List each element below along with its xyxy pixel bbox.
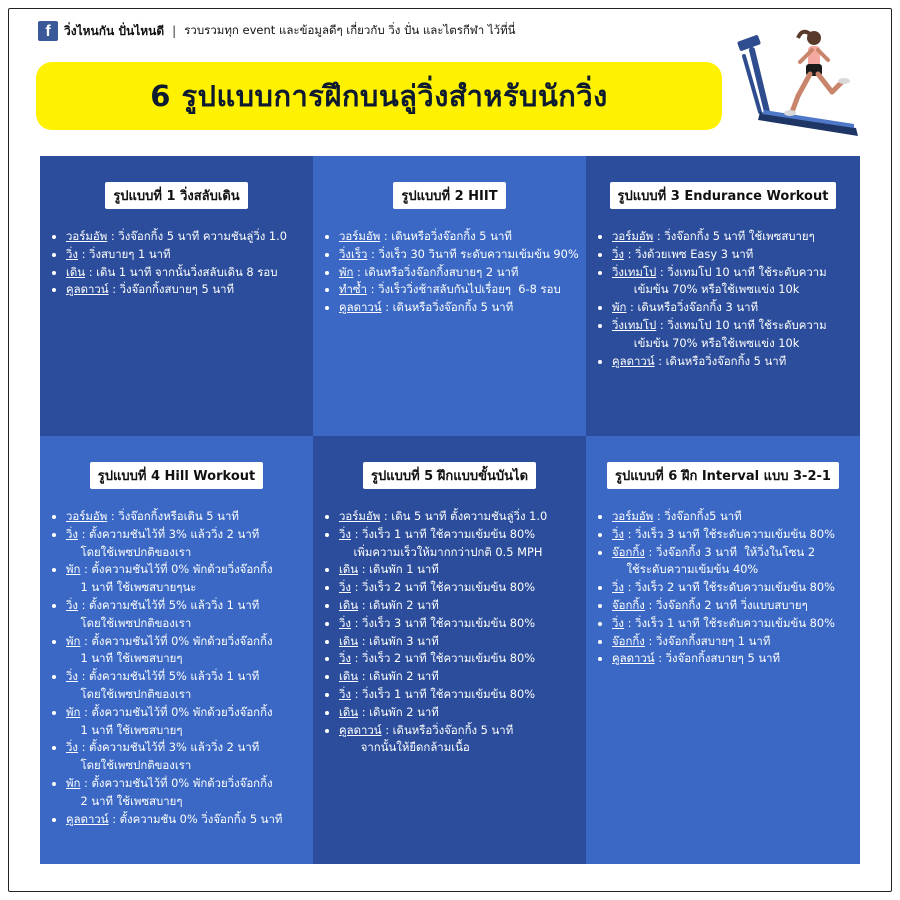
step-label: พัก bbox=[66, 633, 81, 648]
step-text: : เดินหรือวิ่งจ๊อกกิ้ง 3 นาที bbox=[626, 300, 759, 315]
step-text: : ตั้งความชันไว้ที่ 3% แล้ววิ่ง 2 นาที โดยใช้เพซปกติของเรา bbox=[80, 740, 260, 773]
step-text: : วิ่งจ๊อกกิ้งหรือเดิน 5 นาที bbox=[107, 509, 239, 523]
step-text: : วิ่งเร็ว 30 วินาที ระดับความเข้มข้น 90% bbox=[367, 246, 579, 261]
step-label: เดิน bbox=[339, 704, 359, 719]
workout-step bbox=[323, 299, 582, 317]
step-text: : วิ่งจ๊อกกิ้งสบายๆ 5 นาที bbox=[108, 282, 235, 297]
step-label: คูลดาวน์ bbox=[339, 300, 382, 315]
step-text: : วิ่งเร็ว 1 นาที ใช้ความเข้มข้น 80% เพิ่มความเร็วให้มากกว่าปกติ 0.5 MPH bbox=[353, 526, 543, 559]
step-label: คูลดาวน์ bbox=[339, 722, 382, 737]
step-text: : วิ่งจ๊อกกิ้ง 3 นาที ให้วิ่งในโซน 2 ใช้ระดับความเข้มข้น 40% bbox=[626, 544, 816, 577]
workout-step bbox=[596, 228, 856, 246]
step-text: : ตั้งความชันไว้ที่ 5% แล้ววิ่ง 1 นาที โดยใช้เพซปกติของเรา bbox=[80, 669, 260, 701]
step-label: วิ่ง bbox=[339, 580, 351, 595]
step-text: : วิ่งเร็ว 2 นาที ใช้ระดับความเข้มข้น 80% bbox=[623, 580, 835, 595]
step-label: คูลดาวน์ bbox=[66, 811, 109, 826]
step-label: จ๊อกกิ้ง bbox=[612, 597, 645, 612]
step-label: จ๊อกกิ้ง bbox=[612, 544, 645, 559]
title-banner bbox=[36, 62, 722, 130]
workout-step bbox=[596, 633, 856, 651]
step-text: : เดินพัก 3 นาที bbox=[358, 633, 439, 648]
step-text: : ตั้งความชันไว้ที่ 3% แล้ววิ่ง 2 นาที โดยใช้เพซปกติของเรา bbox=[80, 526, 260, 559]
step-label: วิ่ง bbox=[339, 651, 351, 666]
workout-grid bbox=[40, 156, 860, 864]
step-text: : เดินหรือวิ่งจ๊อกกิ้ง 5 นาที bbox=[381, 300, 514, 315]
step-label: วิ่งเทมโป bbox=[612, 264, 657, 279]
step-text: : วิ่งด้วยเพซ Easy 3 นาที bbox=[623, 246, 754, 261]
workout-title: รูปแบบที่ 1 วิ่งสลับเดิน bbox=[105, 182, 247, 209]
step-label: เดิน bbox=[339, 597, 359, 612]
workout-step bbox=[596, 353, 856, 371]
workout-card-3 bbox=[586, 156, 860, 436]
workout-card-2 bbox=[313, 156, 586, 436]
step-text: : ตั้งความชัน 0% วิ่งจ๊อกกิ้ง 5 นาที bbox=[108, 811, 283, 826]
workout-step bbox=[50, 508, 309, 526]
page-title: 6 รูปแบบการฝึกบนลู่วิ่งสำหรับนักวิ่ง bbox=[150, 79, 608, 113]
workout-step bbox=[50, 668, 309, 704]
workout-step bbox=[323, 633, 582, 651]
step-label: คูลดาวน์ bbox=[612, 651, 655, 666]
workout-step bbox=[323, 264, 582, 282]
step-text: : เดินพัก 2 นาที bbox=[358, 704, 439, 719]
workout-title: รูปแบบที่ 3 Endurance Workout bbox=[610, 182, 837, 209]
step-label: เดิน bbox=[66, 264, 86, 279]
workout-step bbox=[323, 561, 582, 579]
step-text: : วิ่งเร็ว 2 นาที ใช้ความเข้มข้น 80% bbox=[350, 580, 536, 595]
workout-card-4 bbox=[40, 436, 313, 864]
step-text: : วิ่งเร็ววิ่งช้าสลับกันไปเรื่อยๆ 6-8 รอบ bbox=[367, 282, 561, 297]
workout-step bbox=[596, 299, 856, 317]
step-label: วิ่ง bbox=[612, 246, 624, 261]
step-label: วิ่ง bbox=[66, 526, 78, 541]
step-text: : เดินพัก 1 นาที bbox=[358, 562, 439, 577]
step-text: : วิ่งเร็ว 3 นาที ใช้ระดับความเข้มข้น 80% bbox=[623, 526, 835, 541]
step-text: : เดินหรือวิ่งจ๊อกกิ้ง 5 นาที จากนั้นให้ยืดกล้ามเนื้อ bbox=[360, 722, 514, 755]
step-label: เดิน bbox=[339, 669, 359, 684]
workout-step bbox=[323, 579, 582, 597]
workout-step bbox=[50, 264, 309, 282]
step-label: วิ่ง bbox=[612, 526, 624, 541]
workout-step bbox=[596, 650, 856, 668]
step-text: : วิ่งสบายๆ 1 นาที bbox=[77, 246, 171, 261]
workout-card-5 bbox=[313, 436, 586, 864]
step-text: : ตั้งความชันไว้ที่ 5% แล้ววิ่ง 1 นาที โดยใช้เพซปกติของเรา bbox=[80, 597, 260, 630]
step-text: : วิ่งเทมโป 10 นาที ใช้ระดับความ เข้มข้น 70% หรือใช้เพซแข่ง 10k bbox=[633, 317, 827, 350]
workout-step bbox=[596, 246, 856, 264]
step-text: : ตั้งความชันไว้ที่ 0% พักด้วยวิ่งจ๊อกกิ้ง 1 นาที ใช้เพซสบายๆนะ bbox=[80, 562, 273, 595]
step-label: วิ่ง bbox=[339, 615, 351, 630]
workout-card-1 bbox=[40, 156, 313, 436]
step-text: : เดิน 5 นาที ตั้งความชันลู่วิ่ง 1.0 bbox=[380, 509, 548, 523]
workout-card-6 bbox=[586, 436, 860, 864]
workout-step bbox=[323, 704, 582, 722]
step-text: : วิ่งจ๊อกกิ้ง 5 นาที ใช้เพซสบายๆ bbox=[653, 229, 815, 243]
workout-step bbox=[323, 281, 582, 299]
step-label: วิ่งเทมโป bbox=[612, 317, 657, 332]
workout-step bbox=[596, 264, 856, 300]
step-text: : วิ่งจ๊อกกิ้ง 2 นาที วิ่งแบบสบายๆ bbox=[644, 597, 808, 612]
workout-step bbox=[323, 722, 582, 758]
step-text: : วิ่งจ๊อกกิ้ง5 นาที bbox=[653, 509, 742, 523]
workout-step bbox=[596, 544, 856, 580]
workout-steps bbox=[323, 228, 582, 317]
step-label: คูลดาวน์ bbox=[612, 353, 655, 368]
step-text: : ตั้งความชันไว้ที่ 0% พักด้วยวิ่งจ๊อกกิ้ง 1 นาที ใช้เพซสบายๆ bbox=[80, 633, 273, 666]
workout-steps bbox=[596, 228, 856, 370]
step-label: วอร์มอัพ bbox=[612, 509, 654, 523]
step-text: : เดินหรือวิ่งจ๊อกกิ้ง 5 นาที bbox=[380, 229, 512, 243]
workout-step bbox=[50, 597, 309, 633]
workout-step bbox=[323, 246, 582, 264]
workout-steps bbox=[323, 508, 582, 757]
step-text: : วิ่งเทมโป 10 นาที ใช้ระดับความ เข้มข้น 70% หรือใช้เพซแข่ง 10k bbox=[633, 264, 827, 297]
workout-step bbox=[323, 686, 582, 704]
workout-step bbox=[323, 508, 582, 526]
step-text: : วิ่งเร็ว 2 นาที ใช้ความเข้มข้น 80% bbox=[350, 651, 536, 666]
step-label: พัก bbox=[66, 562, 81, 577]
step-label: วิ่ง bbox=[66, 740, 78, 755]
step-label: วอร์มอัพ bbox=[66, 509, 108, 523]
workout-steps bbox=[50, 508, 309, 828]
workout-step bbox=[50, 281, 309, 299]
workout-step bbox=[323, 228, 582, 246]
workout-step bbox=[596, 579, 856, 597]
step-text: : ตั้งความชันไว้ที่ 0% พักด้วยวิ่งจ๊อกกิ้ง 2 นาที ใช้เพซสบายๆ bbox=[80, 775, 273, 808]
workout-step bbox=[596, 615, 856, 633]
step-text: : วิ่งเร็ว 1 นาที ใช้ระดับความเข้มข้น 80% bbox=[623, 615, 835, 630]
workout-step bbox=[50, 704, 309, 740]
workout-step bbox=[50, 739, 309, 775]
step-text: : เดิน 1 นาที จากนั้นวิ่งสลับเดิน 8 รอบ bbox=[85, 264, 278, 279]
step-text: : เดินพัก 2 นาที bbox=[358, 669, 439, 684]
step-text: : วิ่งเร็ว 1 นาที ใช้ความเข้มข้น 80% bbox=[350, 686, 536, 701]
step-label: พัก bbox=[66, 775, 81, 790]
step-label: เดิน bbox=[339, 633, 359, 648]
step-label: วิ่ง bbox=[339, 526, 351, 541]
workout-steps bbox=[50, 228, 309, 299]
workout-title: รูปแบบที่ 6 ฝึก Interval แบบ 3-2-1 bbox=[607, 462, 839, 489]
brand-name[interactable]: วิ่งไหนกัน ปั่นไหนดี bbox=[64, 23, 165, 38]
step-text: : เดินหรือวิ่งจ๊อกกิ้ง 5 นาที bbox=[654, 353, 787, 368]
step-label: ทำซ้ำ bbox=[339, 282, 368, 297]
workout-step bbox=[50, 633, 309, 669]
step-text: : ตั้งความชันไว้ที่ 0% พักด้วยวิ่งจ๊อกกิ้ง 1 นาที ใช้เพซสบายๆ bbox=[80, 704, 273, 737]
workout-step bbox=[323, 526, 582, 562]
workout-step bbox=[50, 561, 309, 597]
workout-title: รูปแบบที่ 2 HIIT bbox=[393, 182, 505, 209]
step-label: จ๊อกกิ้ง bbox=[612, 633, 645, 648]
workout-step bbox=[50, 526, 309, 562]
step-label: วอร์มอัพ bbox=[339, 509, 381, 523]
workout-step bbox=[50, 228, 309, 246]
step-text: : วิ่งจ๊อกกิ้ง 5 นาที ความชันลู่วิ่ง 1.0 bbox=[107, 229, 288, 243]
workout-step bbox=[50, 246, 309, 264]
step-label: วิ่ง bbox=[66, 246, 78, 261]
step-text: : วิ่งจ๊อกกิ้งสบายๆ 1 นาที bbox=[644, 633, 771, 648]
header-bar bbox=[38, 20, 516, 42]
step-label: วิ่งเร็ว bbox=[339, 246, 368, 261]
step-label: วิ่ง bbox=[612, 615, 624, 630]
step-text: : วิ่งจ๊อกกิ้งสบายๆ 5 นาที bbox=[654, 651, 781, 666]
workout-step bbox=[323, 668, 582, 686]
workout-step bbox=[596, 508, 856, 526]
workout-step bbox=[323, 615, 582, 633]
header-tagline: รวบรวมทุก event และข้อมูลดีๆ เกี่ยวกับ วิ่ง ปั่น และไตรกีฬา ไว้ที่นี่ bbox=[184, 23, 516, 37]
header-separator: | bbox=[172, 24, 177, 38]
step-label: วิ่ง bbox=[339, 686, 351, 701]
step-label: วอร์มอัพ bbox=[339, 229, 381, 243]
workout-step bbox=[50, 811, 309, 829]
step-label: วิ่ง bbox=[66, 597, 78, 612]
workout-title: รูปแบบที่ 4 Hill Workout bbox=[90, 462, 263, 489]
workout-step bbox=[596, 317, 856, 353]
workout-title: รูปแบบที่ 5 ฝึกแบบขั้นบันได bbox=[363, 462, 536, 489]
step-label: วอร์มอัพ bbox=[66, 229, 108, 243]
step-text: : เดินหรือวิ่งจ๊อกกิ้งสบายๆ 2 นาที bbox=[353, 264, 519, 279]
step-label: พัก bbox=[339, 264, 354, 279]
step-label: คูลดาวน์ bbox=[66, 282, 109, 297]
workout-step bbox=[50, 775, 309, 811]
treadmill-runner-icon bbox=[730, 20, 870, 140]
step-label: พัก bbox=[612, 300, 627, 315]
step-label: วอร์มอัพ bbox=[612, 229, 654, 243]
workout-step bbox=[596, 597, 856, 615]
workout-step bbox=[596, 526, 856, 544]
step-text: : วิ่งเร็ว 3 นาที ใช้ความเข้มข้น 80% bbox=[350, 615, 536, 630]
workout-steps bbox=[596, 508, 856, 668]
facebook-icon[interactable]: f bbox=[38, 21, 58, 41]
workout-step bbox=[323, 597, 582, 615]
step-label: เดิน bbox=[339, 562, 359, 577]
step-text: : เดินพัก 2 นาที bbox=[358, 597, 439, 612]
step-label: วิ่ง bbox=[66, 669, 78, 684]
step-label: พัก bbox=[66, 704, 81, 719]
step-label: วิ่ง bbox=[612, 580, 624, 595]
workout-step bbox=[323, 650, 582, 668]
